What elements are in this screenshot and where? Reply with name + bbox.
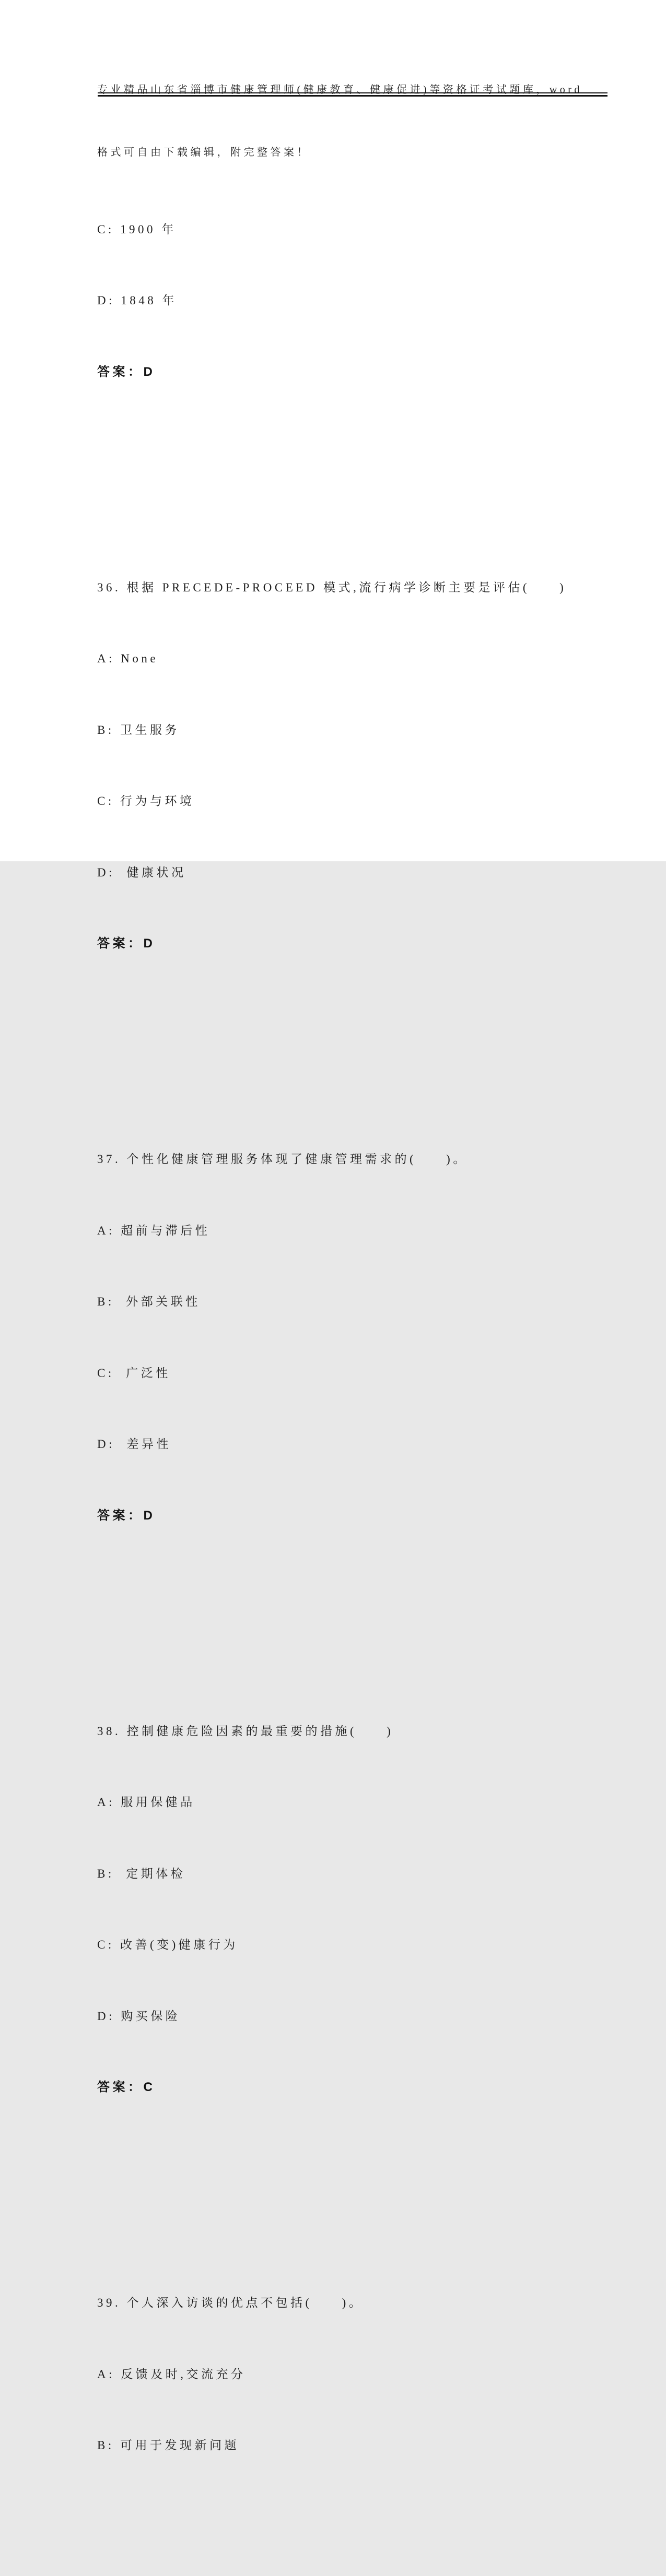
- option-line-a: A: 服用保健品: [97, 1796, 195, 1809]
- answer-line: 答案：C: [97, 2080, 156, 2094]
- question-36: [97, 528, 566, 1003]
- option-line-c: C: 改善(变)健康行为: [97, 1938, 238, 1951]
- question-39: [97, 2243, 566, 2505]
- answer-line: 答案：D: [97, 1508, 156, 1523]
- answer-line: 答案：D: [97, 364, 156, 379]
- header-line-2: 格式可自由下载编辑，附完整答案！: [97, 147, 310, 158]
- question-title: 36. 根据 PRECEDE-PROCEED 模式,流行病学诊断主要是评估( ): [97, 580, 567, 594]
- option-line-d: D: 健康状况: [97, 865, 186, 879]
- header-rule-divider: [98, 92, 607, 97]
- option-line-b: B: 卫生服务: [97, 723, 180, 737]
- option-line-b: B: 可用于发现新问题: [97, 2439, 239, 2452]
- option-line-a: A: 超前与滞后性: [97, 1224, 211, 1237]
- option-line-b: B: 外部关联性: [97, 1295, 201, 1308]
- option-line-c: C: 广泛性: [97, 1366, 171, 1380]
- option-line-c: C: 行为与环境: [97, 794, 195, 808]
- question-35-carryover: [97, 170, 566, 432]
- question-title: 39. 个人深入访谈的优点不包括( )。: [97, 2296, 364, 2309]
- answer-line: 答案：D: [97, 936, 156, 951]
- header-line-1: 专业精品山东省淄博市健康管理师(健康教育、健康促进)等资格证考试题库，word: [97, 84, 582, 96]
- option-line-d: D: 1848 年: [97, 294, 177, 307]
- question-37: [97, 1100, 566, 1575]
- option-line-a: A: 反馈及时,交流充分: [97, 2367, 246, 2381]
- option-line-a: A: None: [97, 652, 159, 665]
- question-title: 37. 个性化健康管理服务体现了健康管理需求的( )。: [97, 1153, 468, 1166]
- option-line-c: C: 1900 年: [97, 222, 177, 236]
- question-38: [97, 1672, 566, 2147]
- document-body: [97, 99, 566, 2576]
- option-line-b: B: 定期体检: [97, 1867, 186, 1880]
- option-line-d: D: 购买保险: [97, 2009, 181, 2023]
- question-title: 38. 控制健康危险因素的最重要的措施( ): [97, 1724, 394, 1738]
- option-line-d: D: 差异性: [97, 1438, 171, 1451]
